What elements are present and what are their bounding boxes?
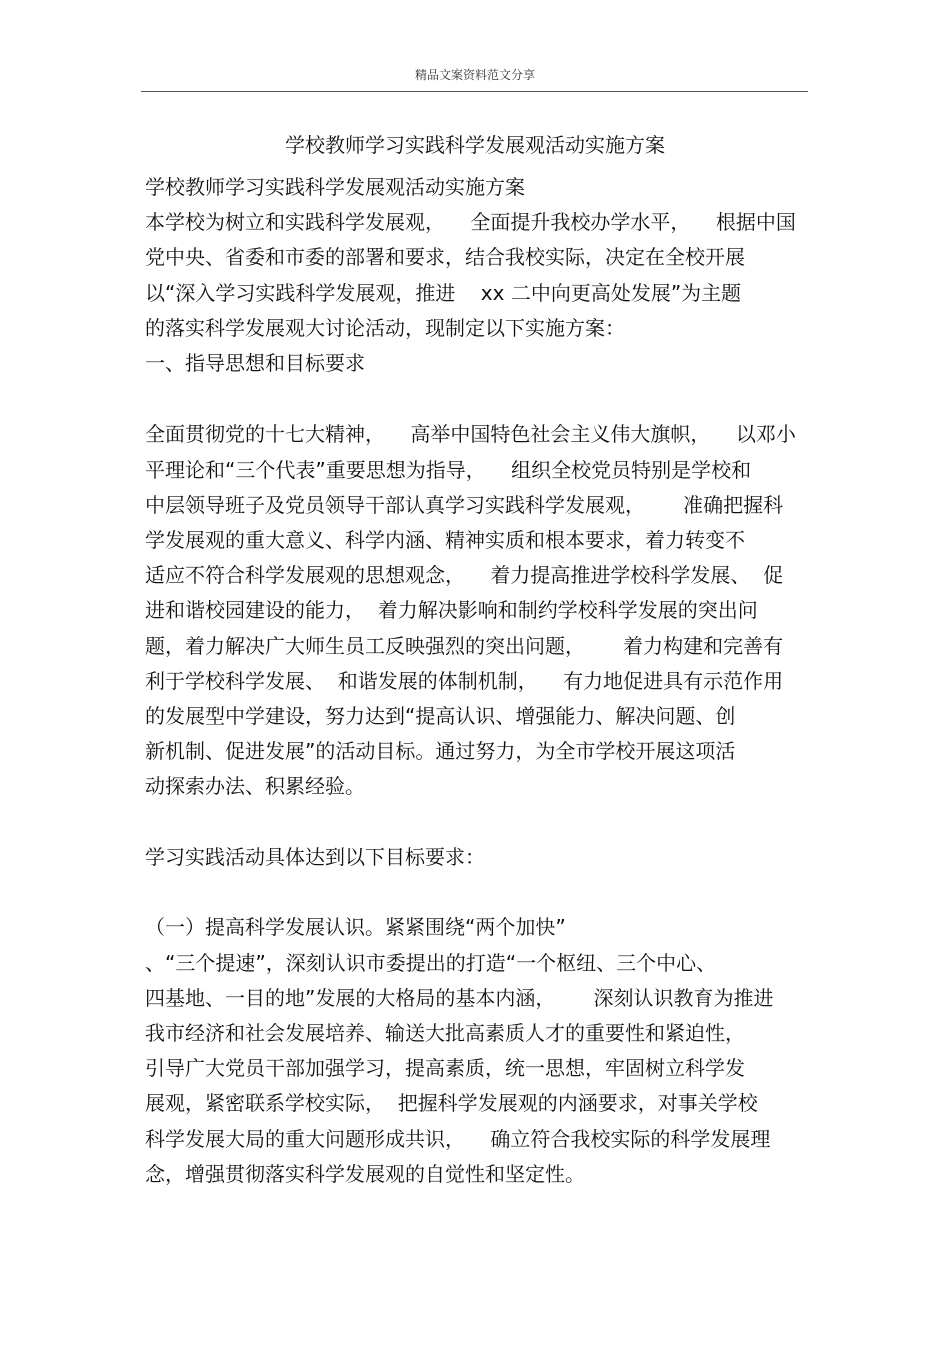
- body-line: 以“深入学习实践科学发展观，推进 xx 二中向更高处发展”为主题: [145, 281, 742, 305]
- body-line: 学校教师学习实践科学发展观活动实施方案: [145, 175, 525, 199]
- body-line: 全面贯彻党的十七大精神， 高举中国特色社会主义伟大旗帜， 以邓小: [145, 422, 796, 446]
- section-heading: 一、指导思想和目标要求: [145, 351, 365, 375]
- body-line: 、“三个提速”，深刻认识市委提出的打造“一个枢纽、三个中心、: [145, 951, 717, 975]
- body-line: 四基地、一目的地”发展的大格局的基本内涵， 深刻认识教育为推进: [145, 986, 774, 1010]
- body-line: 的发展型中学建设，努力达到“提高认识、增强能力、解决问题、创: [145, 704, 736, 728]
- document-title: 学校教师学习实践科学发展观活动实施方案: [285, 133, 665, 157]
- body-line: 我市经济和社会发展培养、输送大批高素质人才的重要性和紧迫性，: [145, 1021, 745, 1045]
- body-line: 题，着力解决广大师生员工反映强烈的突出问题， 着力构建和完善有: [145, 634, 784, 658]
- body-line: 学发展观的重大意义、科学内涵、精神实质和根本要求，着力转变不: [145, 528, 745, 552]
- body-line: 引导广大党员干部加强学习，提高素质，统一思想，牢固树立科学发: [145, 1056, 745, 1080]
- body-line: 本学校为树立和实践科学发展观， 全面提升我校办学水平， 根据中国: [145, 210, 796, 234]
- body-line: 新机制、促进发展”的活动目标。通过努力，为全市学校开展这项活: [145, 739, 736, 763]
- header-text: 精品文案资料范文分享: [414, 68, 535, 82]
- header-divider: [141, 91, 808, 92]
- subsection-heading: （一）提高科学发展认识。紧紧围绕“两个加快”: [145, 915, 566, 939]
- body-line: 学习实践活动具体达到以下目标要求：: [145, 845, 485, 869]
- body-line: 念，增强贯彻落实科学发展观的自觉性和坚定性。: [145, 1162, 585, 1186]
- body-line: 适应不符合科学发展观的思想观念， 着力提高推进学校科学发展、 促: [145, 563, 784, 587]
- body-line: 科学发展大局的重大问题形成共识， 确立符合我校实际的科学发展理: [145, 1127, 771, 1151]
- body-line: 中层领导班子及党员领导干部认真学习实践科学发展观， 准确把握科: [145, 493, 784, 517]
- body-line: 展观，紧密联系学校实际， 把握科学发展观的内涵要求，对事关学校: [145, 1091, 758, 1115]
- body-line: 党中央、省委和市委的部署和要求，结合我校实际，决定在全校开展: [145, 245, 745, 269]
- body-line: 动探索办法、积累经验。: [145, 774, 365, 798]
- body-line: 的落实科学发展观大讨论活动，现制定以下实施方案：: [145, 316, 625, 340]
- body-line: 平理论和“三个代表”重要思想为指导， 组织全校党员特别是学校和: [145, 458, 752, 482]
- body-line: 进和谐校园建设的能力， 着力解决影响和制约学校科学发展的突出问: [145, 598, 758, 622]
- body-line: 利于学校科学发展、 和谐发展的体制机制， 有力地促进具有示范作用: [145, 669, 784, 693]
